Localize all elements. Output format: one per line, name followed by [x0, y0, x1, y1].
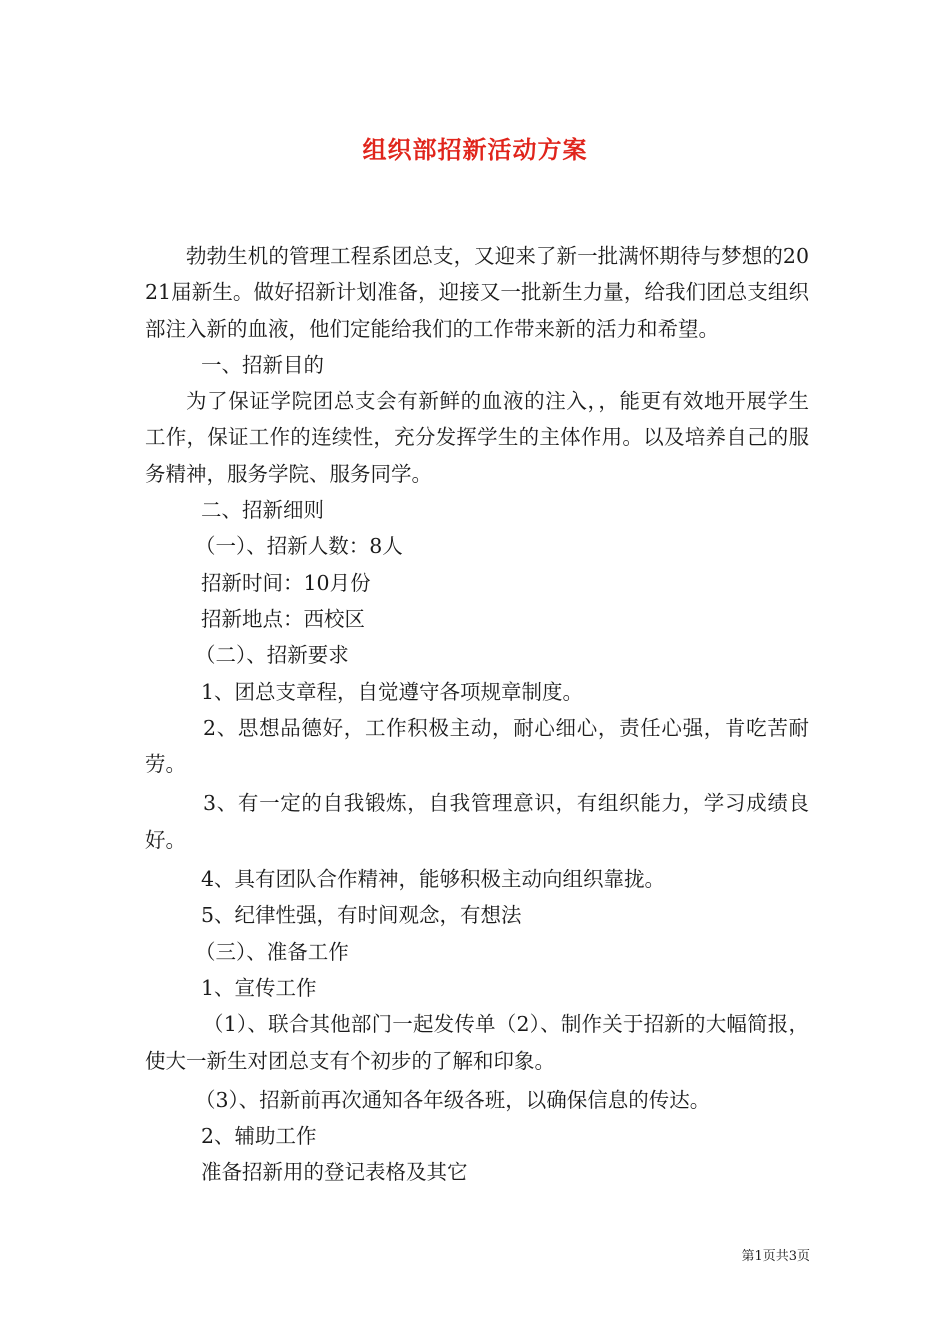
purpose-paragraph: 为了保证学院团总支会有新鲜的血液的注入，，能更有效地开展学生工作，保证工作的连续性，充分发挥学生的主体作用。以及培养自己的服务精神，服务学院、服务同学。 [145, 389, 809, 486]
requirement-item: 4、具有团队合作精神，能够积极主动向组织靠拢。 [201, 867, 666, 892]
requirement-item: 5、纪律性强，有时间观念，有想法 [201, 903, 522, 928]
prep-item: （3）、招新前再次通知各年级各班，以确保信息的传达。 [195, 1087, 711, 1112]
subsection-preparation: （三）、准备工作 [195, 939, 349, 964]
document-title: 组织部招新活动方案 [362, 135, 588, 164]
prep-heading-publicity: 1、宣传工作 [201, 975, 317, 1000]
section-heading-details: 二、招新细则 [201, 498, 324, 523]
page-number: 第1页共3页 [741, 1249, 810, 1264]
section-heading-purpose: 一、招新目的 [201, 352, 324, 377]
requirement-item: 3、有一定的自我锻炼，自我管理意识，有组织能力，学习成绩良好。 [145, 791, 809, 852]
requirement-item: 2、思想品德好，工作积极主动，耐心细心，责任心强，肯吃苦耐劳。 [145, 715, 809, 777]
prep-item: 准备招新用的登记表格及其它 [201, 1160, 468, 1185]
recruit-location: 招新地点：西校区 [201, 606, 365, 631]
intro-paragraph: 勃勃生机的管理工程系团总支，又迎来了新一批满怀期待与梦想的2021届新生。做好招新计划准备，迎接又一批新生力量，给我们团总支组织部注入新的血液，他们定能给我们的工作带来新的活力和希望。 [145, 244, 809, 341]
recruit-time: 招新时间：10月份 [201, 570, 371, 595]
subsection-headcount: （一）、招新人数：8人 [195, 534, 403, 559]
subsection-requirements: （二）、招新要求 [195, 643, 349, 668]
prep-item: （1）、联合其他部门一起发传单（2）、制作关于招新的大幅简报，使大一新生对团总支有个初步的了解和印象。 [145, 1012, 809, 1073]
document-body [145, 238, 809, 1191]
requirement-item: 1、团总支章程，自觉遵守各项规章制度。 [201, 679, 584, 704]
prep-heading-assist: 2、辅助工作 [201, 1124, 317, 1149]
